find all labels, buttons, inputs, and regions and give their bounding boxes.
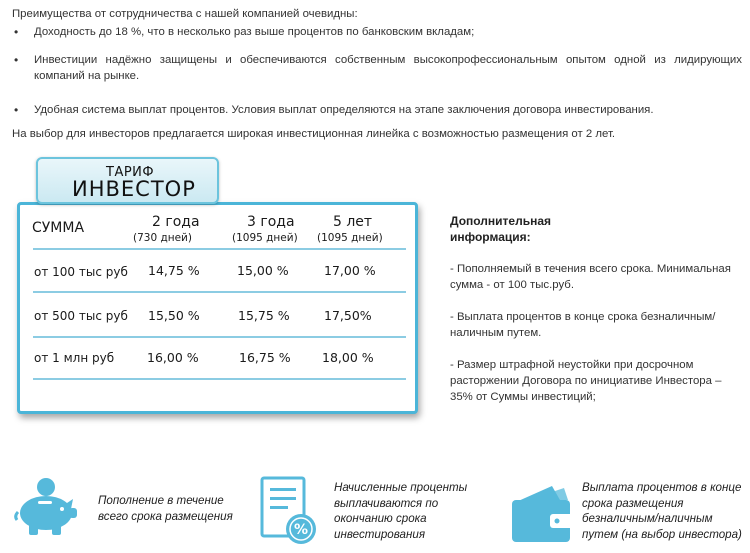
column-header-5y: 5 лет [333, 214, 373, 230]
tariff-label-small: ТАРИФ [106, 165, 155, 180]
info-item: - Выплата процентов в конце срока безналичным/ наличным путем. [450, 311, 716, 339]
column-sub-2y: (730 дней) [133, 232, 192, 244]
benefit-item: • Доходность до 18 %, что в несколько раз выше процентов по банковским вкладам; [14, 24, 742, 40]
info-title: Дополнительная информация: [450, 214, 552, 244]
rate-value: 15,75 % [238, 308, 290, 323]
rate-value: 16,75 % [239, 350, 291, 365]
rate-value: 15,50 % [148, 308, 200, 323]
info-item: - Пополняемый в течения всего срока. Минимальная сумма - от 100 тыс.руб. [450, 263, 731, 291]
row-divider [33, 336, 406, 338]
tariff-label-big: ИНВЕСТОР [72, 177, 196, 201]
column-header-3y: 3 года [247, 214, 295, 230]
row-label: от 1 млн руб [34, 351, 115, 365]
svg-text:%: % [293, 522, 309, 538]
row-divider [33, 248, 406, 250]
rate-value: 16,00 % [147, 350, 199, 365]
piggy-bank-icon [10, 476, 82, 538]
additional-info [450, 213, 740, 405]
percent-document-icon [258, 476, 324, 548]
column-header-sum: СУММА [32, 220, 85, 236]
rate-value: 18,00 % [322, 350, 374, 365]
feature-text: Пополнение в течение всего срока размещения [98, 494, 233, 523]
wallet-icon [510, 484, 578, 544]
row-label: от 100 тыс руб [34, 265, 128, 279]
feature-text: Выплата процентов в конце срока размещения безналичным/наличным путем (на выбор инвестора) [582, 481, 742, 541]
column-sub-5y: (1095 дней) [317, 232, 383, 244]
row-divider [33, 291, 406, 293]
column-sub-3y: (1095 дней) [232, 232, 298, 244]
benefit-item: • Удобная система выплат процентов. Условия выплат определяются на этапе заключения договора инвестирования. [14, 102, 742, 118]
row-divider [33, 378, 406, 380]
benefits-list [14, 24, 742, 118]
row-label: от 500 тыс руб [34, 309, 128, 323]
feature-text: Начисленные проценты выплачиваются по окончанию срока инвестирования [334, 481, 468, 541]
rate-value: 15,00 % [237, 263, 289, 278]
rate-value: 14,75 % [148, 263, 200, 278]
info-item: - Размер штрафной неустойки при досрочном расторжении Договора по инициативе Инвестора – 35% от Суммы инвестиций; [450, 359, 722, 403]
benefit-item: • Инвестиции надёжно защищены и обеспечиваются собственным высокопрофессиональным опытом одной из лидирующих компаний на рынке. [14, 52, 742, 84]
rate-value: 17,00 % [324, 263, 376, 278]
tariff-header [36, 157, 219, 204]
column-header-2y: 2 года [152, 214, 200, 230]
intro-text: Преимущества от сотрудничества с нашей компанией очевидны: [12, 8, 358, 20]
rate-value: 17,50% [324, 308, 372, 323]
lineup-text: На выбор для инвесторов предлагается широкая инвестиционная линейка с возможностью размещения от 2 лет. [12, 128, 616, 140]
tariff-table [17, 202, 418, 414]
